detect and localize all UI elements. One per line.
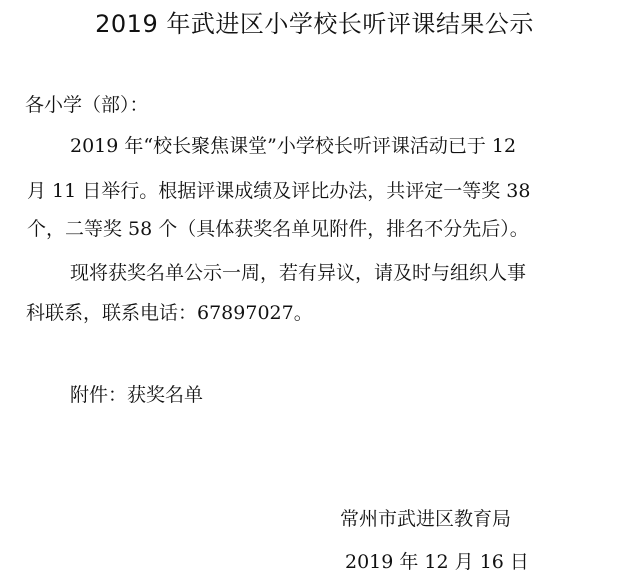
paragraph-1-line-2: 月 11 日举行。根据评课成绩及评比办法，共评定一等奖 38 bbox=[27, 180, 531, 202]
attachment-note: 附件：获奖名单 bbox=[70, 384, 204, 406]
paragraph-2-line-2: 科联系，联系电话：67897027。 bbox=[26, 302, 313, 324]
document-title: 2019 年武进区小学校长听评课结果公示 bbox=[95, 10, 534, 38]
paragraph-1-line-1: 2019 年“校长聚焦课堂”小学校长听评课活动已于 12 bbox=[70, 135, 517, 157]
paragraph-1-line-3: 个，二等奖 58 个（具体获奖名单见附件，排名不分先后）。 bbox=[27, 218, 529, 240]
salutation: 各小学（部）： bbox=[25, 94, 149, 116]
paragraph-2-line-1: 现将获奖名单公示一周，若有异议，请及时与组织人事 bbox=[70, 262, 527, 284]
issue-date: 2019 年 12 月 16 日 bbox=[345, 551, 529, 573]
issuer-signature: 常州市武进区教育局 bbox=[340, 508, 512, 530]
